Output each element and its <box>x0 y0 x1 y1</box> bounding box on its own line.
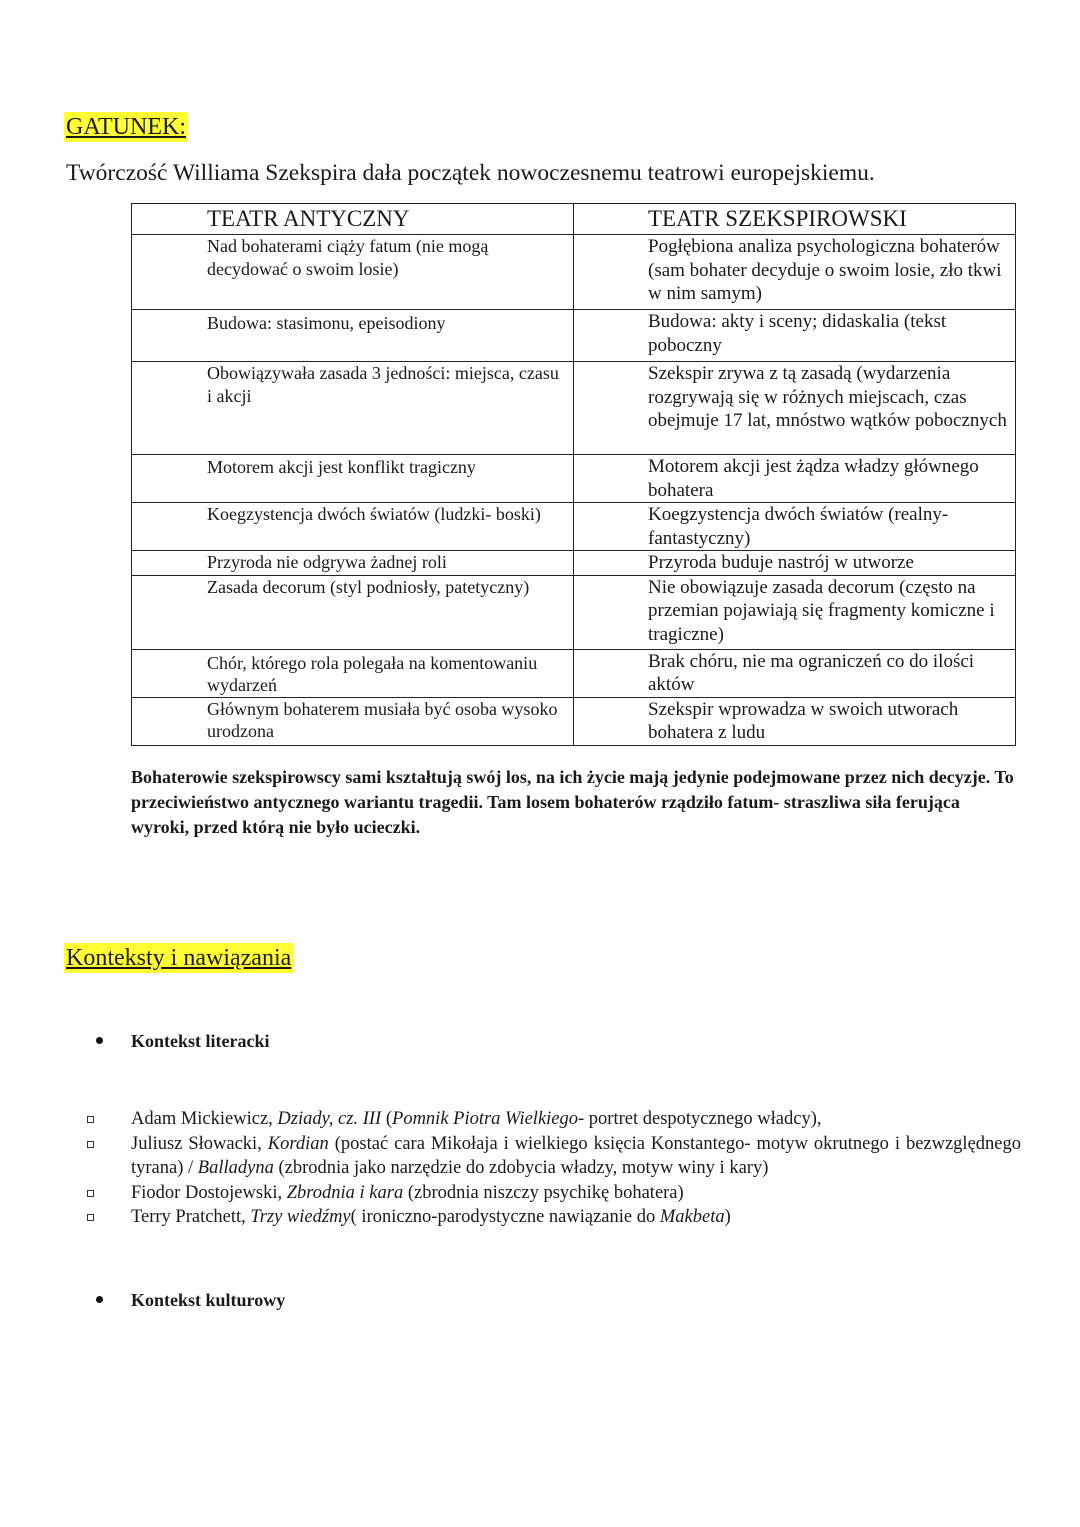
cell-antique: Budowa: stasimonu, epeisodiony <box>132 310 574 362</box>
cell-shakespeare: Szekspir wprowadza w swoich utworach bohatera z ludu <box>574 697 1016 745</box>
header-shakespeare: TEATR SZEKSPIROWSKI <box>574 204 1016 235</box>
table-row <box>132 649 1016 697</box>
description: ) <box>724 1207 731 1227</box>
cell-antique: Obowiązywała zasada 3 jedności: miejsca, czasu i akcji <box>132 362 574 455</box>
work-title: Kordian <box>267 1133 329 1154</box>
sub-title: Balladyna <box>197 1158 274 1178</box>
section-heading-gatunek: GATUNEK: <box>66 114 186 140</box>
cell-antique: Głównym bohaterem musiała być osoba wysoko urodzona <box>132 697 574 745</box>
bullet-icon <box>96 1037 103 1044</box>
list-item <box>86 1107 1021 1132</box>
work-title: Trzy wiedźmy <box>250 1207 351 1227</box>
description: ( <box>381 1109 393 1129</box>
list-item <box>86 1181 1021 1206</box>
square-bullet-icon <box>87 1214 94 1221</box>
sub-title: Makbeta <box>659 1207 725 1227</box>
square-bullet-icon <box>87 1141 94 1148</box>
table-row <box>132 310 1016 362</box>
square-bullet-icon <box>87 1190 94 1197</box>
sub-title: Pomnik Piotra Wielkiego <box>392 1109 579 1129</box>
table-row <box>132 551 1016 576</box>
list-item <box>86 1132 1021 1181</box>
comparison-table <box>131 203 1016 746</box>
intro-sentence: Twórczość Williama Szekspira dała początek nowoczesnemu teatrowi europejskiemu. <box>66 160 875 186</box>
summary-paragraph: Bohaterowie szekspirowscy sami kształtują swój los, na ich życie mają jedynie podejmowane przez nich decyzje. To przeciwieństwo antycznego wariantu tragedii. Tam losem bohaterów rządziło fatum- straszliwa siła ferująca wyroki, przed którą nie było ucieczki. <box>131 767 1014 837</box>
cell-shakespeare: Motorem akcji jest żądza władzy głównego bohatera <box>574 455 1016 503</box>
work-title: Zbrodnia i kara <box>286 1182 404 1203</box>
cell-antique: Nad bohaterami ciąży fatum (nie mogą decydować o swoim losie) <box>132 235 574 310</box>
cell-antique: Motorem akcji jest konflikt tragiczny <box>132 455 574 503</box>
table-row <box>132 575 1016 649</box>
cell-antique: Zasada decorum (styl podniosły, patetyczny) <box>132 575 574 649</box>
cultural-context-label: Kontekst kulturowy <box>131 1290 286 1310</box>
table-row <box>132 503 1016 551</box>
cell-shakespeare: Brak chóru, nie ma ograniczeń co do ilości aktów <box>574 649 1016 697</box>
work-title: Dziady, cz. III <box>277 1109 382 1129</box>
description: (zbrodnia jako narzędzie do zdobycia władzy, motyw winy i kary) <box>273 1158 769 1178</box>
cell-shakespeare: Pogłębiona analiza psychologiczna bohaterów (sam bohater decyduje o swoim losie, zło tkwi w nim samym) <box>574 235 1016 310</box>
table-header-row <box>132 204 1016 235</box>
cell-antique: Koegzystencja dwóch światów (ludzki- boski) <box>132 503 574 551</box>
literary-context-label: Kontekst literacki <box>131 1031 270 1051</box>
description: ( ironiczno-parodystyczne nawiązanie do <box>350 1207 660 1227</box>
description: - portret despotycznego władcy), <box>578 1109 822 1129</box>
section-heading-konteksty: Konteksty i nawiązania <box>66 945 292 971</box>
table-row <box>132 362 1016 455</box>
literary-references-list <box>86 1107 1021 1230</box>
author: Adam Mickiewicz, <box>131 1109 278 1129</box>
author: Terry Pratchett, <box>131 1207 251 1227</box>
cell-shakespeare: Budowa: akty i sceny; didaskalia (tekst poboczny <box>574 310 1016 362</box>
description: (zbrodnia niszczy psychikę bohatera) <box>403 1182 684 1203</box>
bullet-icon <box>96 1296 103 1303</box>
table-row <box>132 697 1016 745</box>
cell-antique: Przyroda nie odgrywa żadnej roli <box>132 551 574 576</box>
cell-shakespeare: Przyroda buduje nastrój w utworze <box>574 551 1016 576</box>
header-antique: TEATR ANTYCZNY <box>132 204 574 235</box>
author: Fiodor Dostojewski, <box>131 1182 287 1203</box>
list-item <box>86 1205 1021 1230</box>
cell-antique: Chór, którego rola polegała na komentowaniu wydarzeń <box>132 649 574 697</box>
description: (postać cara Mikołaja i wielkiego księcia Konstantego- motyw okrutnego i bezwzględnego tyrana) / <box>131 1133 1021 1178</box>
author: Juliusz Słowacki, <box>131 1133 268 1154</box>
cell-shakespeare: Koegzystencja dwóch światów (realny- fantastyczny) <box>574 503 1016 551</box>
cell-shakespeare: Nie obowiązuje zasada decorum (często na przemian pojawiają się fragmenty komiczne i tragiczne) <box>574 575 1016 649</box>
cell-shakespeare: Szekspir zrywa z tą zasadą (wydarzenia rozgrywają się w różnych miejscach, czas obejmuje 17 lat, mnóstwo wątków pobocznych <box>574 362 1016 455</box>
table-row <box>132 455 1016 503</box>
square-bullet-icon <box>87 1116 94 1123</box>
table-row <box>132 235 1016 310</box>
